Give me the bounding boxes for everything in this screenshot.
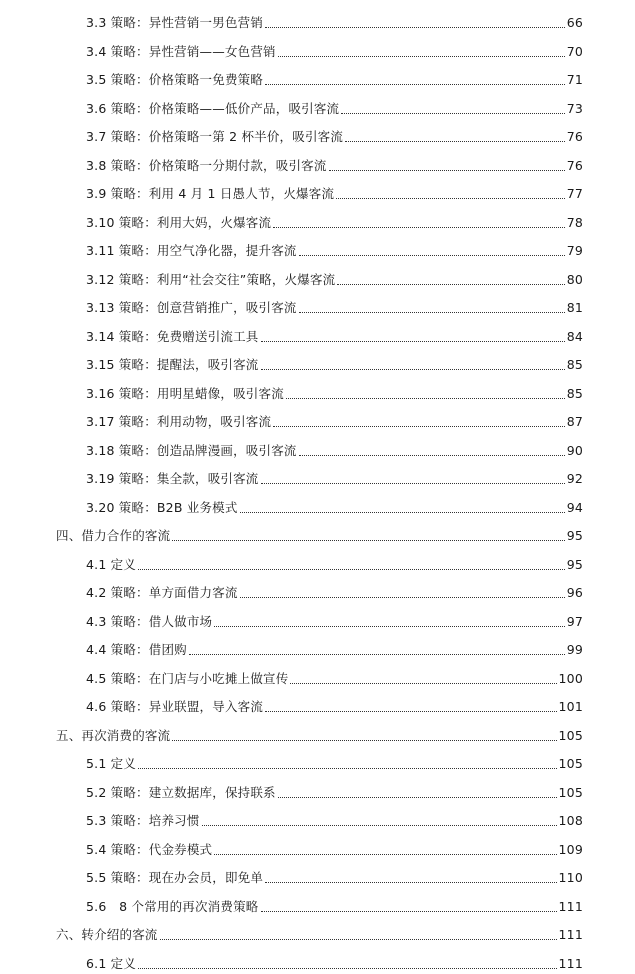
toc-entry-page-number: 85 bbox=[566, 385, 583, 401]
dot-leader bbox=[160, 938, 557, 940]
toc-entry-page-number: 73 bbox=[566, 100, 583, 116]
dot-leader bbox=[278, 55, 565, 57]
toc-section-entry[interactable] bbox=[86, 954, 583, 974]
dot-leader bbox=[202, 824, 557, 826]
toc-entry-title: 3.7 策略：价格策略一第 2 杯半价，吸引客流 bbox=[86, 129, 344, 144]
toc-entry-title: 3.3 策略：异性营销一男色营销 bbox=[86, 15, 264, 30]
toc-section-entry[interactable] bbox=[86, 42, 583, 62]
toc-entry-title: 3.19 策略：集全款，吸引客流 bbox=[86, 471, 259, 486]
dot-leader bbox=[265, 83, 565, 85]
dot-leader bbox=[240, 596, 565, 598]
toc-entry-title: 3.16 策略：用明星蜡像，吸引客流 bbox=[86, 385, 284, 401]
toc-section-entry[interactable] bbox=[86, 13, 583, 33]
toc-entry-title: 4.3 策略：借人做市场 bbox=[86, 613, 213, 629]
toc-entry-title: 3.14 策略：免费赠送引流工具 bbox=[86, 328, 259, 344]
toc-entry-title: 5.6 8 个常用的再次消费策略 bbox=[86, 898, 259, 914]
toc-entry-page-number: 96 bbox=[566, 585, 583, 600]
toc-entry-title: 3.8 策略：价格策略一分期付款，吸引客流 bbox=[86, 157, 327, 173]
toc-entry-page-number: 105 bbox=[558, 756, 583, 771]
dot-leader bbox=[341, 112, 564, 114]
toc-section-entry[interactable] bbox=[86, 70, 583, 90]
dot-leader bbox=[189, 653, 565, 655]
toc-entry-title: 3.13 策略：创意营销推广，吸引客流 bbox=[86, 300, 297, 315]
dot-leader bbox=[278, 796, 557, 798]
dot-leader bbox=[261, 368, 565, 370]
toc-entry-page-number: 108 bbox=[558, 813, 583, 828]
toc-section-entry[interactable] bbox=[86, 583, 583, 603]
dot-leader bbox=[214, 625, 564, 627]
dot-leader bbox=[261, 910, 557, 912]
dot-leader bbox=[240, 511, 565, 513]
toc-entry-page-number: 80 bbox=[566, 271, 583, 287]
toc-section-entry[interactable] bbox=[86, 897, 583, 917]
toc-chapter-entry[interactable] bbox=[56, 925, 583, 945]
toc-section-entry[interactable] bbox=[86, 669, 583, 689]
dot-leader bbox=[214, 853, 556, 855]
toc-entry-page-number: 105 bbox=[558, 784, 583, 800]
toc-entry-page-number: 71 bbox=[566, 72, 583, 87]
toc-entry-title: 5.3 策略：培养习惯 bbox=[86, 813, 200, 828]
dot-leader bbox=[138, 568, 565, 570]
toc-entry-page-number: 101 bbox=[558, 699, 583, 714]
toc-section-entry[interactable] bbox=[86, 840, 583, 860]
toc-entry-page-number: 87 bbox=[566, 414, 583, 429]
toc-entry-page-number: 94 bbox=[566, 499, 583, 515]
toc-entry-title: 4.5 策略：在门店与小吃摊上做宣传 bbox=[86, 670, 289, 686]
toc-entry-page-number: 95 bbox=[566, 556, 583, 572]
dot-leader bbox=[273, 226, 564, 228]
toc-entry-page-number: 111 bbox=[558, 898, 583, 914]
toc-section-entry[interactable] bbox=[86, 184, 583, 204]
dot-leader bbox=[336, 197, 565, 199]
toc-entry-title: 四、借力合作的客流 bbox=[56, 528, 171, 543]
toc-entry-title: 5.1 定义 bbox=[86, 756, 137, 771]
toc-section-entry[interactable] bbox=[86, 811, 583, 831]
toc-section-entry[interactable] bbox=[86, 412, 583, 432]
dot-leader bbox=[286, 397, 565, 399]
toc-entry-page-number: 70 bbox=[566, 43, 583, 59]
toc-entry-page-number: 97 bbox=[566, 613, 583, 629]
toc-section-entry[interactable] bbox=[86, 327, 583, 347]
toc-entry-title: 5.5 策略：现在办会员，即免单 bbox=[86, 870, 264, 885]
toc-entry-title: 3.5 策略：价格策略一免费策略 bbox=[86, 72, 264, 87]
toc-entry-page-number: 76 bbox=[566, 157, 583, 173]
toc-section-entry[interactable] bbox=[86, 498, 583, 518]
toc-entry-title: 六、转介绍的客流 bbox=[56, 927, 158, 942]
toc-section-entry[interactable] bbox=[86, 612, 583, 632]
toc-entry-page-number: 110 bbox=[558, 870, 583, 885]
dot-leader bbox=[265, 26, 565, 28]
toc-entry-title: 3.15 策略：提醒法，吸引客流 bbox=[86, 357, 259, 372]
toc-entry-title: 3.4 策略：异性营销——女色营销 bbox=[86, 43, 276, 59]
toc-entry-title: 3.11 策略：用空气净化器，提升客流 bbox=[86, 243, 297, 258]
toc-section-entry[interactable] bbox=[86, 697, 583, 717]
toc-section-entry[interactable] bbox=[86, 469, 583, 489]
dot-leader bbox=[261, 340, 565, 342]
toc-section-entry[interactable] bbox=[86, 213, 583, 233]
toc-entry-title: 3.10 策略：利用大妈，火爆客流 bbox=[86, 214, 272, 230]
toc-section-entry[interactable] bbox=[86, 640, 583, 660]
toc-entry-page-number: 111 bbox=[558, 955, 583, 971]
toc-section-entry[interactable] bbox=[86, 298, 583, 318]
toc-entry-title: 3.12 策略：利用“社会交往”策略，火爆客流 bbox=[86, 271, 336, 287]
toc-entry-title: 3.18 策略：创造品牌漫画，吸引客流 bbox=[86, 442, 297, 458]
toc-chapter-entry[interactable] bbox=[56, 526, 583, 546]
toc-entry-title: 4.2 策略：单方面借力客流 bbox=[86, 585, 238, 600]
toc-chapter-entry[interactable] bbox=[56, 726, 583, 746]
toc-section-entry[interactable] bbox=[86, 270, 583, 290]
toc-entry-page-number: 95 bbox=[566, 528, 583, 543]
toc-entry-page-number: 109 bbox=[558, 841, 583, 857]
toc-entry-page-number: 76 bbox=[566, 129, 583, 144]
toc-entry-page-number: 84 bbox=[566, 328, 583, 344]
toc-section-entry[interactable] bbox=[86, 99, 583, 119]
dot-leader bbox=[345, 140, 565, 142]
toc-entry-page-number: 105 bbox=[558, 727, 583, 743]
dot-leader bbox=[299, 454, 565, 456]
toc-entry-title: 4.6 策略：异业联盟，导入客流 bbox=[86, 699, 264, 714]
toc-entry-title: 3.6 策略：价格策略——低价产品，吸引客流 bbox=[86, 100, 340, 116]
toc-entry-title: 5.4 策略：代金券模式 bbox=[86, 841, 213, 857]
toc-section-entry[interactable] bbox=[86, 355, 583, 375]
dot-leader bbox=[337, 283, 564, 285]
toc-entry-title: 五、再次消费的客流 bbox=[56, 727, 171, 743]
toc-section-entry[interactable] bbox=[86, 783, 583, 803]
dot-leader bbox=[329, 169, 565, 171]
toc-entry-title: 4.4 策略：借团购 bbox=[86, 642, 187, 657]
toc-entry-page-number: 90 bbox=[566, 442, 583, 458]
toc-section-entry[interactable] bbox=[86, 441, 583, 461]
dot-leader bbox=[172, 539, 564, 541]
toc-entry-page-number: 99 bbox=[566, 642, 583, 657]
dot-leader bbox=[265, 710, 556, 712]
toc-entry-page-number: 92 bbox=[566, 471, 583, 486]
dot-leader bbox=[138, 767, 556, 769]
toc-section-entry[interactable] bbox=[86, 127, 583, 147]
toc-section-entry[interactable] bbox=[86, 868, 583, 888]
toc-section-entry[interactable] bbox=[86, 754, 583, 774]
toc-entry-title: 3.9 策略：利用 4 月 1 日愚人节，火爆客流 bbox=[86, 186, 335, 201]
toc-entry-page-number: 77 bbox=[566, 186, 583, 201]
toc-entry-page-number: 100 bbox=[558, 670, 583, 686]
toc-entry-title: 5.2 策略：建立数据库，保持联系 bbox=[86, 784, 276, 800]
toc-section-entry[interactable] bbox=[86, 241, 583, 261]
toc-entry-page-number: 111 bbox=[558, 927, 583, 942]
dot-leader bbox=[299, 254, 565, 256]
dot-leader bbox=[265, 881, 556, 883]
dot-leader bbox=[290, 682, 556, 684]
toc-entry-page-number: 78 bbox=[566, 214, 583, 230]
toc-entry-page-number: 81 bbox=[566, 300, 583, 315]
toc-section-entry[interactable] bbox=[86, 555, 583, 575]
toc-section-entry[interactable] bbox=[86, 384, 583, 404]
toc-entry-title: 3.20 策略：B2B 业务模式 bbox=[86, 499, 238, 515]
toc-entry-page-number: 85 bbox=[566, 357, 583, 372]
dot-leader bbox=[261, 482, 565, 484]
toc-entry-title: 6.1 定义 bbox=[86, 955, 137, 971]
dot-leader bbox=[273, 425, 564, 427]
toc-section-entry[interactable] bbox=[86, 156, 583, 176]
toc-entry-title: 3.17 策略：利用动物，吸引客流 bbox=[86, 414, 272, 429]
toc-entry-title: 4.1 定义 bbox=[86, 556, 137, 572]
dot-leader bbox=[172, 739, 556, 741]
dot-leader bbox=[299, 311, 565, 313]
toc-entry-page-number: 79 bbox=[566, 243, 583, 258]
toc-entry-page-number: 66 bbox=[566, 15, 583, 30]
